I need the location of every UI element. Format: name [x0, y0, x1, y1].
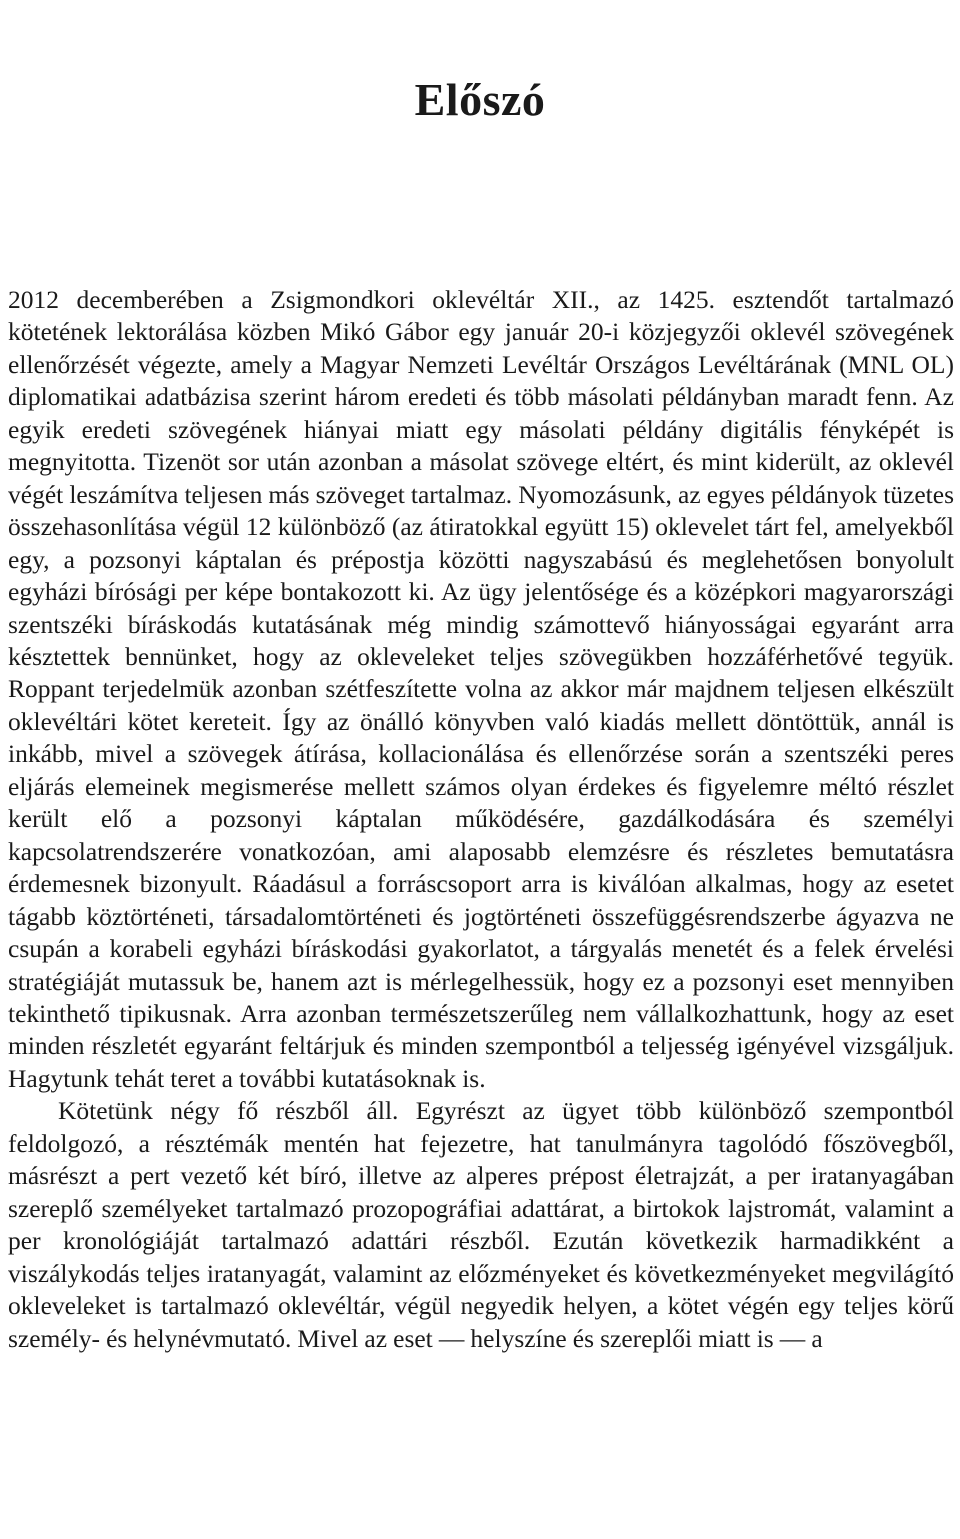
page-title: Előszó — [414, 74, 546, 125]
body-text — [8, 284, 954, 1355]
paragraph-2: Kötetünk négy fő részből áll. Egyrészt az ügyet több különböző szempontból feldolgozó, a résztémák mentén hat fejezetre, hat tanulmányra tagolódó főszövegből, másrészt a pert vezető két bíró, illetve az alperes prépost életrajzát, a per iratanyagában szereplő személyeket tartalmazó prozopográfiai adattárat, a birtokok lajstromát, valamint a per kronológiáját tartalmazó adattári részből. Ezután következik harmadikként a viszálykodás teljes iratanyagát, valamint az előzményeket és következményeket megvilágító okleveleket is tartalmazó oklevéltár, végül negyedik helyen, a kötet végén egy teljes körű személy- és helynévmutató. Mivel az eset — helyszíne és szereplői miatt is — a — [8, 1096, 954, 1353]
paragraph-1: 2012 decemberében a Zsigmondkori oklevéltár XII., az 1425. esztendőt tartalmazó kötetének lektorálása közben Mikó Gábor egy január 20-i közjegyzői oklevél szövegének ellenőrzését végezte, amely a Magyar Nemzeti Levéltár Országos Levéltárának (MNL OL) diplomatikai adatbázisa szerint három eredeti és több másolati példányban maradt fenn. Az egyik eredeti szövegének hiányai miatt egy másolati példány digitális fényképét is megnyitotta. Tizenöt sor után azonban a másolat szövege eltért, és mint kiderült, az oklevél végét leszámítva teljesen más szöveget tartalmaz. Nyomozásunk, az egyes példányok tüzetes összehasonlítása végül 12 különböző (az átiratokkal együtt 15) oklevelet tárt fel, amelyekből egy, a pozsonyi káptalan és prépostja közötti nagyszabású és meglehetősen bonyolult egyházi bírósági per képe bontakozott ki. Az ügy jelentősége és a középkori magyarországi szentszéki bíráskodás kutatásának még mindig számottevő hiányosságai egyaránt arra késztettek bennünket, hogy az okleveleket teljes szövegükben hozzáférhetővé tegyük. Roppant terjedelmük azonban szétfeszítette volna az akkor már majdnem teljesen elkészült oklevéltári kötet kereteit. Így az önálló könyvben való kiadás mellett döntöttük, annál is inkább, mivel a szövegek átírása, kollacionálása és ellenőrzése során a szentszéki peres eljárás elemeinek megismerése mellett számos olyan érdekes és figyelemre méltó részlet került elő a pozsonyi káptalan működésére, gazdálkodására és személyi kapcsolatrendszerére vonatkozóan, ami alaposabb elemzésre és részletes bemutatásra érdemesnek bizonyult. Ráadásul a forráscsoport arra is kiválóan alkalmas, hogy az esetet tágabb köztörténeti, társadalomtörténeti és jogtörténeti összefüggésrendszerbe ágyazva ne csupán a korabeli egyházi bíráskodási gyakorlatot, a tárgyalás menetét és a felek érvelési stratégiáját mutassuk be, hanem azt is mérlegelhessük, hogy ez a pozsonyi eset mennyiben tekinthető tipikusnak. Arra azonban természetszerűleg nem vállalkozhattunk, hogy az eset minden részletét egyaránt feltárjuk és minden szempontból a teljesség igényével vizsgáljuk. Hagytunk tehát teret a további kutatásoknak is. — [8, 285, 954, 1093]
